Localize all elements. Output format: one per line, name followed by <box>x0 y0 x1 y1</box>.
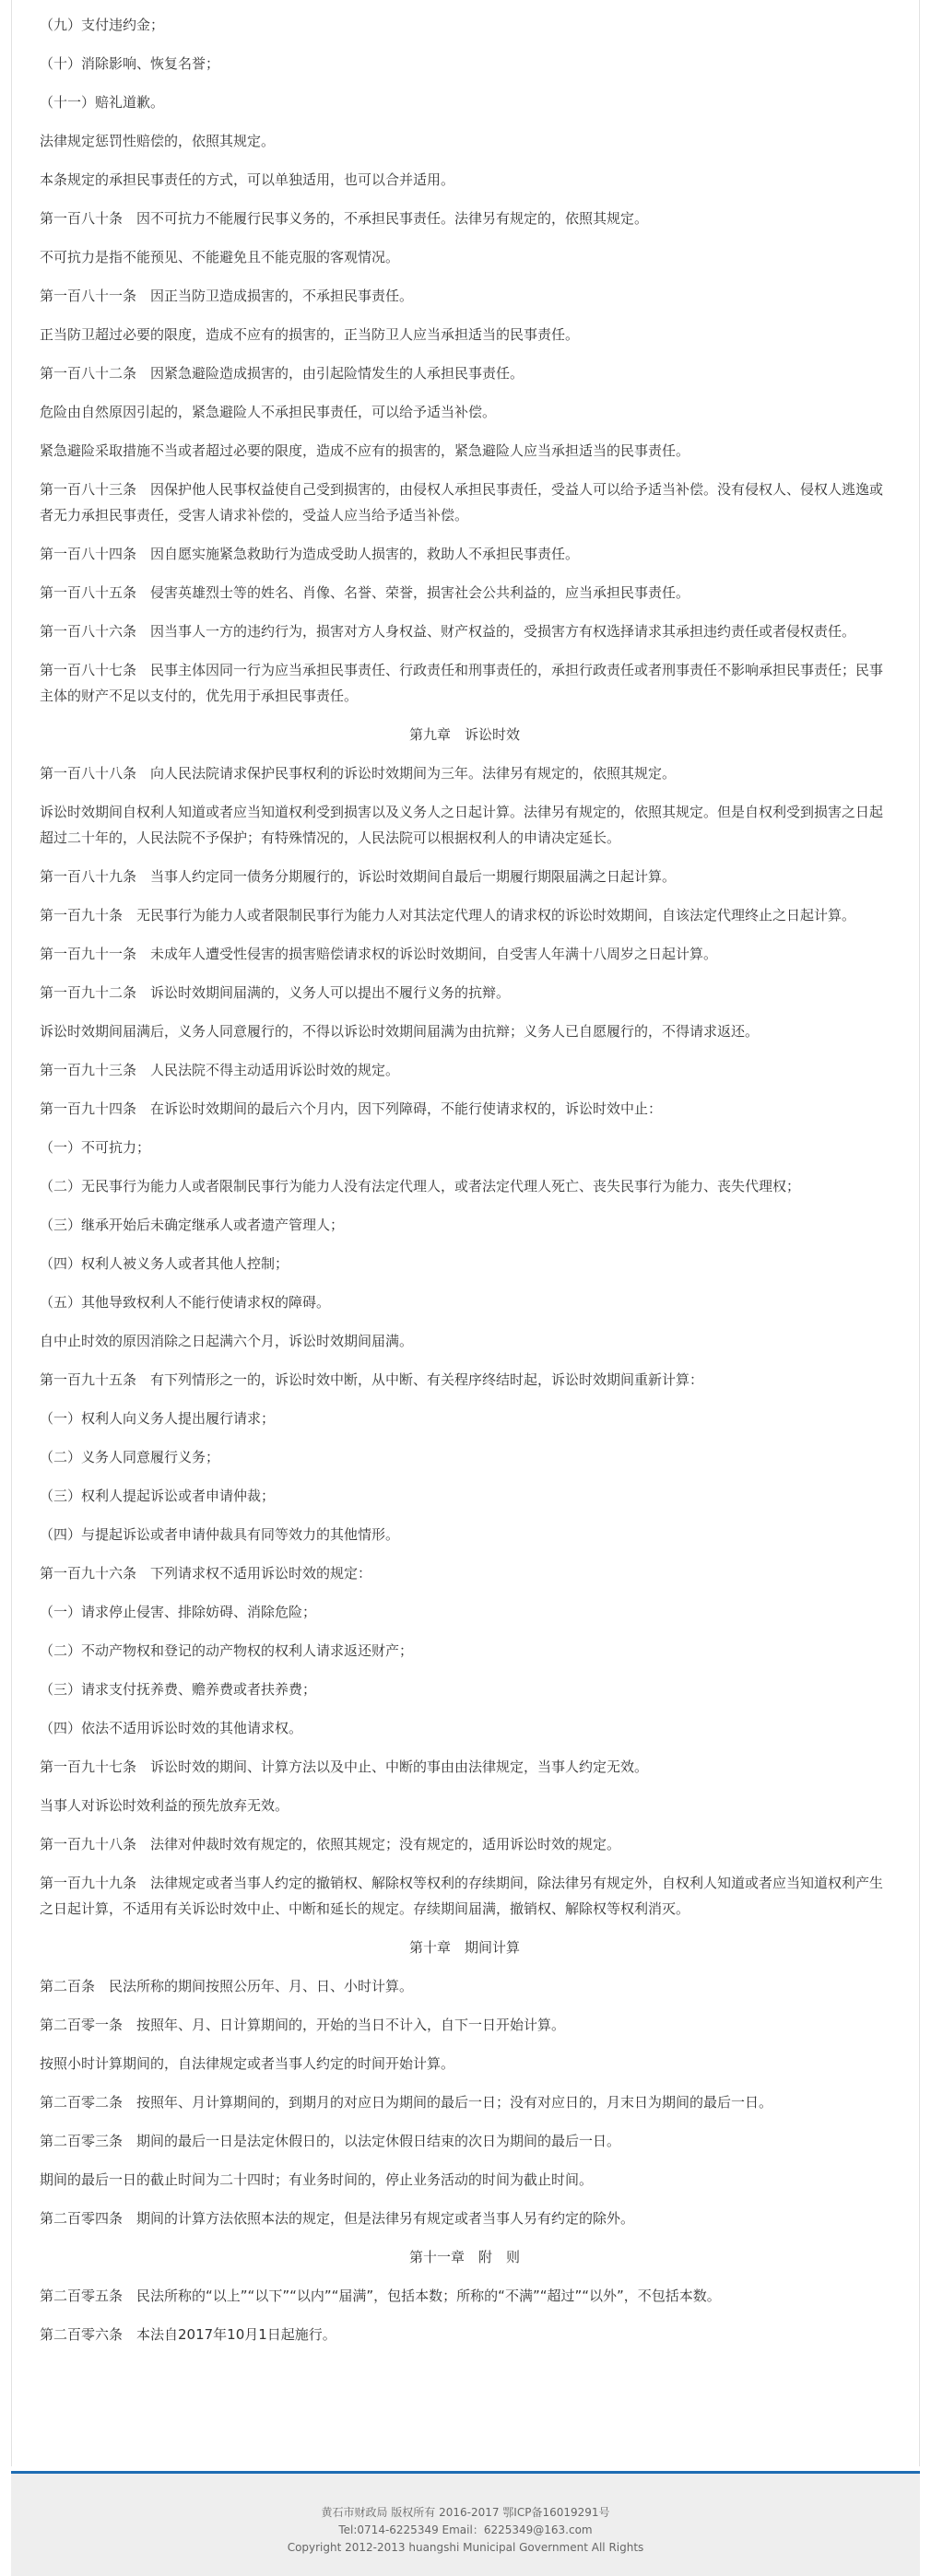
article-paragraph: （九）支付违约金； <box>40 17 165 33</box>
article-paragraph: 第二百条 民法所称的期间按照公历年、月、日、小时计算。 <box>40 1978 414 1994</box>
article-paragraph: 本条规定的承担民事责任的方式，可以单独适用，也可以合并适用。 <box>40 171 455 188</box>
article-paragraph: （三）权利人提起诉讼或者申请仲裁； <box>40 1488 276 1504</box>
article-paragraph: 第一百九十四条 在诉讼时效期间的最后六个月内，因下列障碍，不能行使请求权的，诉讼时效中止： <box>40 1100 663 1117</box>
article-paragraph: 第一百九十三条 人民法院不得主动适用诉讼时效的规定。 <box>40 1062 400 1078</box>
article-paragraph: 第一百九十一条 未成年人遭受性侵害的损害赔偿请求权的诉讼时效期间，自受害人年满十八周岁之日起计算。 <box>40 946 718 962</box>
article-paragraph: 第一百九十二条 诉讼时效期间届满的，义务人可以提出不履行义务的抗辩。 <box>40 984 511 1001</box>
article-paragraph: （二）义务人同意履行义务； <box>40 1449 220 1465</box>
article-paragraph: 紧急避险采取措施不当或者超过必要的限度，造成不应有的损害的，紧急避险人应当承担适当的民事责任。 <box>40 442 690 459</box>
article-paragraph: 不可抗力是指不能预见、不能避免且不能克服的客观情况。 <box>40 249 400 265</box>
article-paragraph: 第二百零一条 按照年、月、日计算期间的，开始的当日不计入，自下一日开始计算。 <box>40 2017 566 2033</box>
article-paragraph: （二）无民事行为能力人或者限制民事行为能力人没有法定代理人，或者法定代理人死亡、丧失民事行为能力、丧失代理权； <box>40 1178 801 1194</box>
article-paragraph: （五）其他导致权利人不能行使请求权的障碍。 <box>40 1294 331 1311</box>
article-paragraph: 第一百八十八条 向人民法院请求保护民事权利的诉讼时效期间为三年。法律另有规定的，依照其规定。 <box>40 765 677 782</box>
article-paragraph: 第一百八十条 因不可抗力不能履行民事义务的，不承担民事责任。法律另有规定的，依照其规定。 <box>40 210 649 227</box>
article-paragraph: 第二百零四条 期间的计算方法依照本法的规定，但是法律另有规定或者当事人另有约定的除外。 <box>40 2210 635 2227</box>
article-paragraph: 第一百八十二条 因紧急避险造成损害的，由引起险情发生的人承担民事责任。 <box>40 365 524 382</box>
article-paragraph: （四）权利人被义务人或者其他人控制； <box>40 1255 289 1272</box>
article-paragraph: 第二百零五条 民法所称的“以上”“以下”“以内”“届满”，包括本数；所称的“不满”“超过”“以外”，不包括本数。 <box>40 2288 721 2304</box>
footer-copyright: 黄石市财政局 版权所有 2016-2017 鄂ICP备16019291号 <box>321 2506 610 2519</box>
article-paragraph: 法律规定惩罚性赔偿的，依照其规定。 <box>40 133 276 149</box>
article-paragraph: 诉讼时效期间届满后，义务人同意履行的，不得以诉讼时效期间届满为由抗辩；义务人已自愿履行的，不得请求返还。 <box>40 1023 760 1040</box>
article-paragraph: 当事人对诉讼时效利益的预先放弃无效。 <box>40 1797 289 1814</box>
article-paragraph: 正当防卫超过必要的限度，造成不应有的损害的，正当防卫人应当承担适当的民事责任。 <box>40 326 580 343</box>
article-paragraph: 第一百九十五条 有下列情形之一的，诉讼时效中断，从中断、有关程序终结时起，诉讼时效期间重新计算： <box>40 1371 704 1388</box>
article-paragraph: （一）权利人向义务人提出履行请求； <box>40 1410 276 1427</box>
article-paragraph: （十）消除影响、恢复名誉； <box>40 55 220 72</box>
article-paragraph: （四）与提起诉讼或者申请仲裁具有同等效力的其他情形。 <box>40 1526 400 1543</box>
article-paragraph: （三）请求支付抚养费、赡养费或者扶养费； <box>40 1681 317 1698</box>
article-paragraph: 第二百零六条 本法自2017年10月1日起施行。 <box>40 2326 336 2343</box>
article-paragraph: 第一百九十六条 下列请求权不适用诉讼时效的规定： <box>40 1565 372 1582</box>
article-paragraph: 第二百零二条 按照年、月计算期间的，到期月的对应日为期间的最后一日；没有对应日的，月末日为期间的最后一日。 <box>40 2094 773 2111</box>
article-paragraph: 第一百八十一条 因正当防卫造成损害的，不承担民事责任。 <box>40 288 414 304</box>
site-footer <box>11 2474 920 2576</box>
article-paragraph: （四）依法不适用诉讼时效的其他请求权。 <box>40 1720 303 1736</box>
article-paragraph: 第一百八十四条 因自愿实施紧急救助行为造成受助人损害的，救助人不承担民事责任。 <box>40 546 580 562</box>
footer-copyright-en: Copyright 2012-2013 huangshi Municipal Government All Rights <box>287 2541 644 2554</box>
article-paragraph: 危险由自然原因引起的，紧急避险人不承担民事责任，可以给予适当补偿。 <box>40 404 497 420</box>
article-paragraph: 期间的最后一日的截止时间为二十四时；有业务时间的，停止业务活动的时间为截止时间。 <box>40 2171 594 2188</box>
chapter-heading: 第十章 期间计算 <box>408 1939 520 1956</box>
article-paragraph: 诉讼时效期间自权利人知道或者应当知道权利受到损害以及义务人之日起计算。法律另有规定的，依照其规定。但是自权利受到损害之日起超过二十年的，人民法院不予保护；有特殊情况的，人民法院可以根据权利人的申请决定延长。 <box>40 804 884 846</box>
article-paragraph: （十一）赔礼道歉。 <box>40 94 165 111</box>
article-paragraph: 第二百零三条 期间的最后一日是法定休假日的，以法定休假日结束的次日为期间的最后一日。 <box>40 2133 621 2149</box>
article-paragraph: 第一百八十三条 因保护他人民事权益使自己受到损害的，由侵权人承担民事责任，受益人可以给予适当补偿。没有侵权人、侵权人逃逸或者无力承担民事责任，受害人请求补偿的，受益人应当给予适当补偿。 <box>40 481 884 523</box>
article-paragraph: （二）不动产物权和登记的动产物权的权利人请求返还财产； <box>40 1642 414 1659</box>
article-paragraph: （一）不可抗力； <box>40 1139 151 1156</box>
footer-contact: Tel:0714-6225349 Email：6225349@163.com <box>338 2523 593 2536</box>
article-paragraph: （一）请求停止侵害、排除妨碍、消除危险； <box>40 1604 317 1620</box>
article-paragraph: 按照小时计算期间的，自法律规定或者当事人约定的时间开始计算。 <box>40 2055 455 2072</box>
article-paragraph: 自中止时效的原因消除之日起满六个月，诉讼时效期间届满。 <box>40 1333 414 1349</box>
article-container <box>11 0 920 2466</box>
article-paragraph: 第一百九十九条 法律规定或者当事人约定的撤销权、解除权等权利的存续期间，除法律另有规定外，自权利人知道或者应当知道权利产生之日起计算，不适用有关诉讼时效中止、中断和延长的规定。存续期间届满，撤销权、解除权等权利消灭。 <box>40 1875 884 1917</box>
article-paragraph: 第一百九十七条 诉讼时效的期间、计算方法以及中止、中断的事由由法律规定，当事人约定无效。 <box>40 1759 649 1775</box>
article-paragraph: 第一百八十九条 当事人约定同一债务分期履行的，诉讼时效期间自最后一期履行期限届满之日起计算。 <box>40 868 677 885</box>
article-paragraph: 第一百九十八条 法律对仲裁时效有规定的，依照其规定；没有规定的，适用诉讼时效的规定。 <box>40 1836 621 1853</box>
article-paragraph: 第一百九十条 无民事行为能力人或者限制民事行为能力人对其法定代理人的请求权的诉讼时效期间，自该法定代理终止之日起计算。 <box>40 907 856 923</box>
article-paragraph: 第一百八十六条 因当事人一方的违约行为，损害对方人身权益、财产权益的，受损害方有权选择请求其承担违约责任或者侵权责任。 <box>40 623 856 640</box>
chapter-heading: 第十一章 附 则 <box>408 2249 520 2265</box>
article-paragraph: 第一百八十七条 民事主体因同一行为应当承担民事责任、行政责任和刑事责任的，承担行政责任或者刑事责任不影响承担民事责任；民事主体的财产不足以支付的，优先用于承担民事责任。 <box>40 662 884 704</box>
article-paragraph: （三）继承开始后未确定继承人或者遗产管理人； <box>40 1217 345 1233</box>
article-paragraph: 第一百八十五条 侵害英雄烈士等的姓名、肖像、名誉、荣誉，损害社会公共利益的，应当承担民事责任。 <box>40 584 690 601</box>
chapter-heading: 第九章 诉讼时效 <box>408 726 520 743</box>
article-body <box>12 0 919 2354</box>
